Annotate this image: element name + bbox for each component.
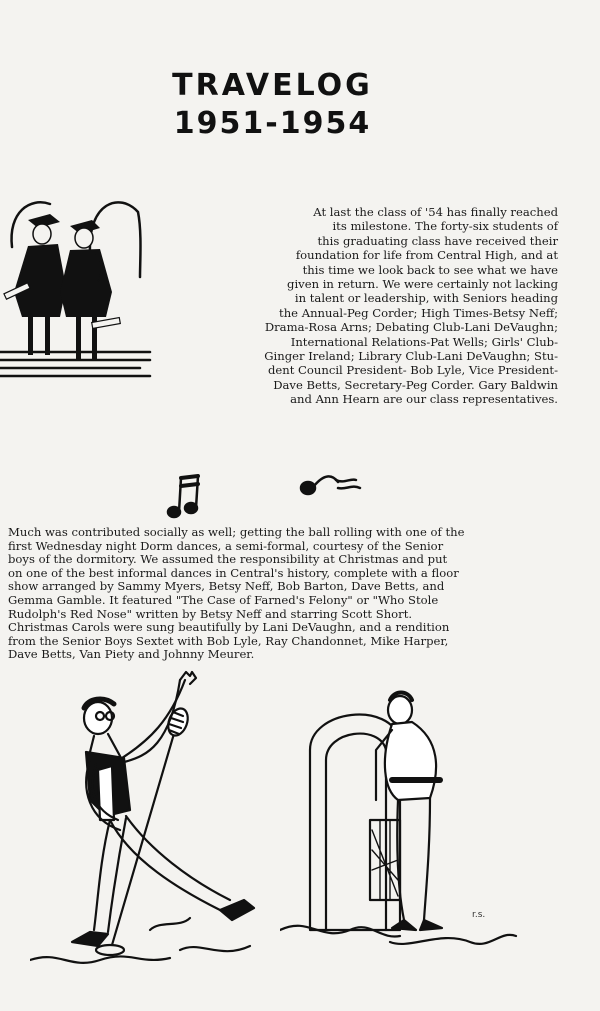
text-line: foundation for life from Central High, and at (295, 248, 558, 263)
text-line: Much was contributed socially as well; getting the ball rolling with one of the (8, 525, 465, 539)
page-title: TRAVELOG (172, 68, 373, 103)
text-line: Christmas Carols were sung beautifully by Lani DeVaughn, and a rendition (8, 620, 450, 635)
text-line: in talent or leadership, with Seniors heading (294, 291, 558, 306)
text-line: boys of the dormitory. We assumed the responsibility at Christmas and put (8, 552, 448, 567)
text-line: Rudolph's Red Nose" written by Betsy Neff and starring Scott Short. (8, 606, 413, 621)
artist-signature: r.s. (472, 910, 486, 920)
social-paragraph (8, 526, 534, 662)
text-line: show arranged by Sammy Myers, Betsy Neff, Bob Barton, Dave Betts, and (8, 579, 445, 594)
music-note-icon (165, 470, 205, 522)
text-line: this time we look back to see what we have (302, 262, 558, 277)
text-line: given in return. We were certainly not lacking (287, 277, 558, 292)
intro-paragraph (170, 205, 558, 407)
text-line: and Ann Hearn are our class representatives. (290, 392, 558, 407)
page-subtitle-years: 1951-1954 (173, 106, 372, 141)
singer-illustration (30, 660, 270, 970)
text-line: from the Senior Boys Sextet with Bob Lyle, Ray Chandonnet, Mike Harper, (8, 633, 449, 648)
music-note-swirl-icon (298, 470, 362, 502)
text-line: first Wednesday night Dorm dances, a semi-formal, courtesy of the Senior (8, 538, 444, 553)
text-line: International Relations-Pat Wells; Girls' Club- (290, 334, 558, 349)
text-line: Dave Betts, Secretary-Peg Corder. Gary Baldwin (273, 377, 558, 392)
text-line: Gemma Gamble. It featured "The Case of Farned's Felony" or "Who Stole (8, 592, 439, 607)
text-line: the Annual-Peg Corder; High Times-Betsy Neff; (279, 305, 558, 320)
graduates-illustration (0, 192, 160, 392)
text-line: Ginger Ireland; Library Club-Lani DeVaughn; Stu- (264, 349, 558, 364)
text-line: Drama-Rosa Arns; Debating Club-Lani DeVaughn; (264, 320, 558, 335)
text-line: on one of the best informal dances in Central's history, complete with a floor (8, 565, 459, 580)
text-line: Dave Betts, Van Piety and Johnny Meurer. (8, 647, 255, 662)
text-line: dent Council President- Bob Lyle, Vice President- (267, 363, 558, 378)
text-line: this graduating class have received their (317, 233, 558, 248)
text-line: its milestone. The forty-six students of (332, 219, 558, 234)
text-line: At last the class of '54 has finally reached (313, 205, 558, 219)
